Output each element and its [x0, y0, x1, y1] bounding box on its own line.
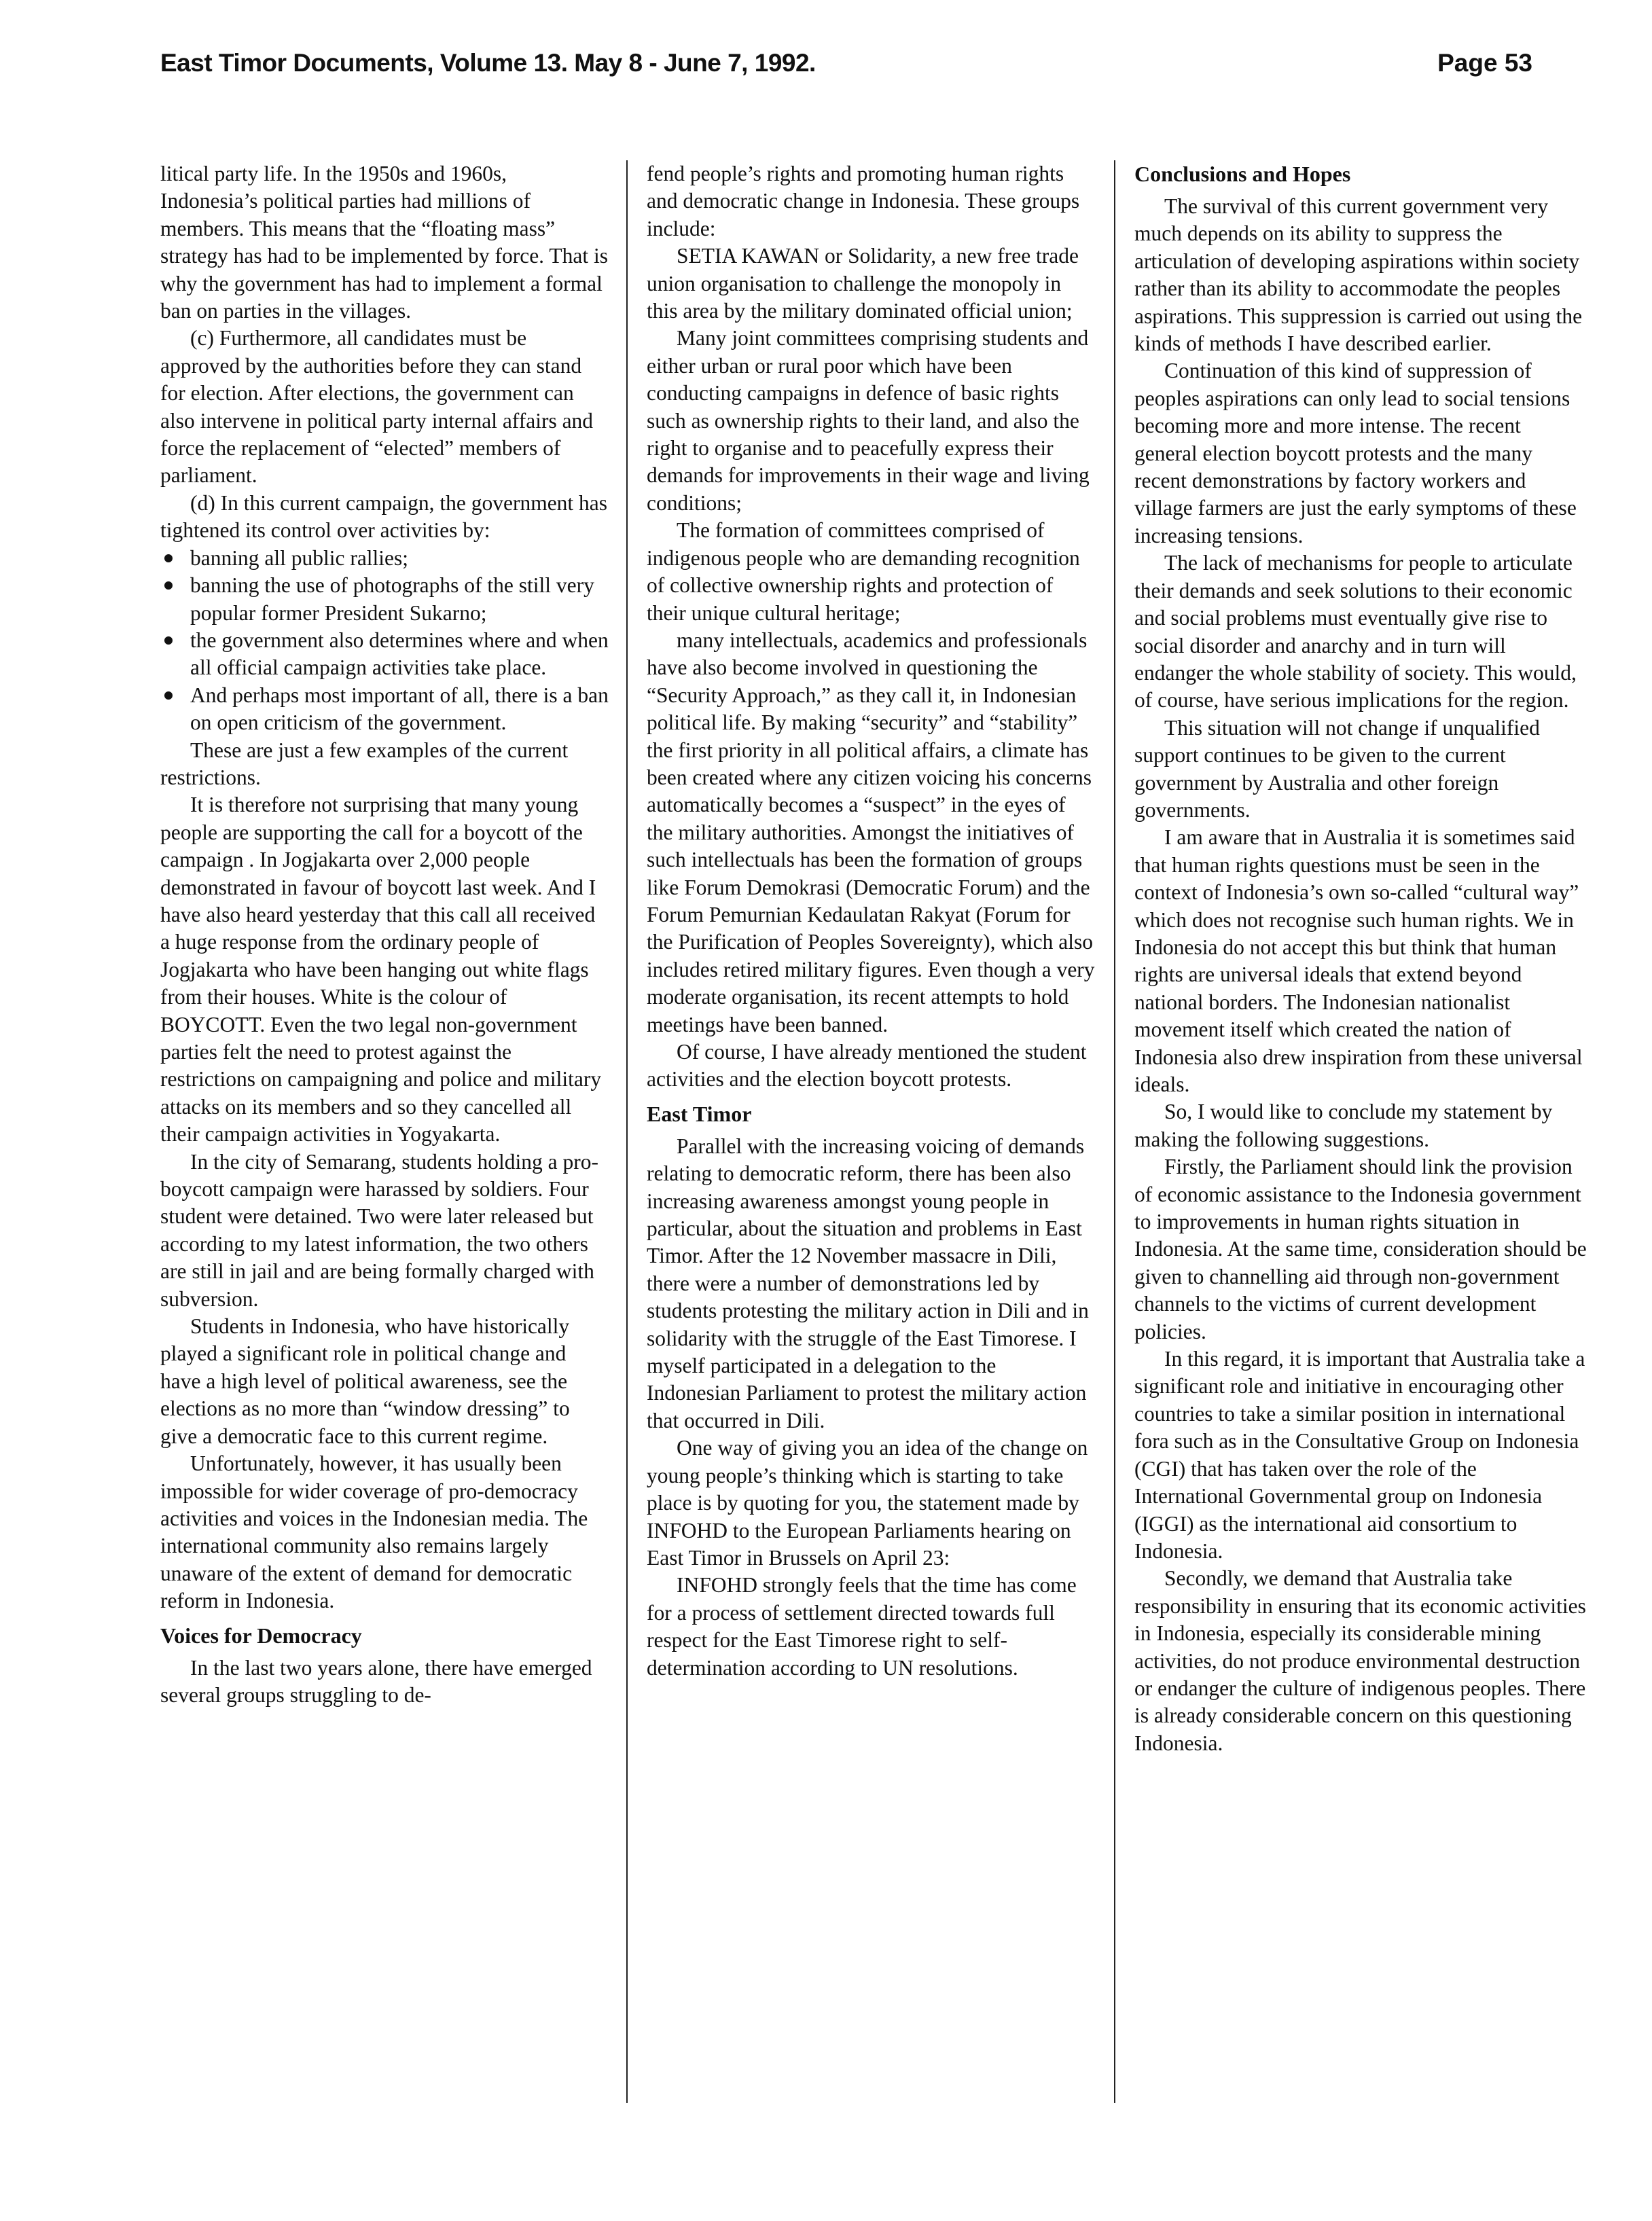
paragraph: fend people’s rights and promoting human rights and democratic change in Indonesia. These groups include: — [647, 162, 1080, 240]
paragraph: Secondly, we demand that Australia take responsibility in ensuring that its economic activities in Indonesia, especially its considerable mining activities, do not produce environmental destruction or endanger the culture of indigenous peoples. There is already considerable concern on this questioning Indonesia. — [1134, 1566, 1586, 1755]
list-item — [160, 572, 609, 627]
page-header — [160, 49, 1532, 96]
section-heading: East Timor — [647, 1101, 752, 1126]
list-item — [160, 545, 609, 572]
list-item-text: the government also determines where and when all official campaign activities take place. — [190, 628, 609, 680]
text-column-2 — [647, 160, 1095, 2103]
paragraph: Firstly, the Parliament should link the provision of economic assistance to the Indonesia government to improvements in human rights situation in Indonesia. At the same time, consideration should be given to channelling aid through non-government channels to the victims of current development policies. — [1134, 1155, 1587, 1343]
paragraph: Many joint committees comprising students and either urban or rural poor which have been conducting campaigns in defence of basic rights such as ownership rights to their land, and also the right to organise and to peacefully express their demands for improvements in their wage and living conditions; — [647, 326, 1090, 515]
paragraph: (d) In this current campaign, the government has tightened its control over activities by: — [160, 490, 608, 543]
paragraph: This situation will not change if unqualified support continues to be given to the current government by Australia and other foreign governments. — [1134, 715, 1540, 822]
column-divider — [1114, 160, 1115, 2103]
text-column-3 — [1134, 160, 1587, 2103]
list-item-text: banning all public rallies; — [190, 545, 409, 570]
paragraph: Parallel with the increasing voicing of demands relating to democratic reform, there has been also increasing awareness amongst young people in particular, about the situation and problems in East Timor. After the 12 November massacre in Dili, there were a number of demonstrations led by students protesting the military action in Dili and in solidarity with the struggle of the East Timorese. I myself participated in a delegation to the Indonesian Parliament to protest the military action that occurred in Dili. — [647, 1134, 1089, 1432]
paragraph: It is therefore not surprising that many young people are supporting the call for a boycott of the campaign . In Jogjakarta over 2,000 people demonstrated in favour of boycott last week. And I have also heard yesterday that this call all received a huge response from the ordinary people of Jogjakarta who have been hanging out white flags from their houses. White is the colour of BOYCOTT. Even the two legal non-government parties felt the need to protest against the restrictions on campaigning and police and military attacks on its members and so they cancelled all their campaign activities in Yogyakarta. — [160, 793, 602, 1146]
bullet-icon — [164, 691, 173, 700]
section-heading: Voices for Democracy — [160, 1623, 362, 1648]
running-title: East Timor Documents, Volume 13. May 8 - June 7, 1992. — [160, 49, 816, 77]
list-item — [160, 682, 609, 737]
paragraph: These are just a few examples of the current restrictions. — [160, 738, 569, 789]
paragraph: Unfortunately, however, it has usually been impossible for wider coverage of pro-democracy activities and voices in the Indonesian media. The international community also remains largely unaware of the extent of demand for democratic reform in Indonesia. — [160, 1451, 588, 1613]
paragraph: INFOHD strongly feels that the time has come for a process of settlement directed towards full respect for the East Timorese right to self-determination according to UN resolutions. — [647, 1573, 1077, 1680]
bullet-icon — [164, 554, 173, 562]
paragraph: litical party life. In the 1950s and 1960s, Indonesia’s political parties had millions of members. This means that the “floating mass” strategy has had to be implemented by force. That is why the government has had to implement a formal ban on parties in the villages. — [160, 162, 608, 323]
paragraph: The lack of mechanisms for people to articulate their demands and seek solutions to their economic and social problems must eventually give rise to social disorder and anarchy and in turn will endanger the whole stability of society. This would, of course, have serious implications for the region. — [1134, 551, 1577, 712]
paragraph: Of course, I have already mentioned the student activities and the election boycott protests. — [647, 1040, 1087, 1091]
paragraph: Continuation of this kind of suppression of peoples aspirations can only lead to social tensions becoming more and more intense. The recent general election boycott protests and the many recent demonstrations by factory workers and village farmers are just the early symptoms of these increasing tensions. — [1134, 359, 1577, 547]
column-divider — [626, 160, 628, 2103]
text-column-1 — [160, 160, 609, 2103]
paragraph: SETIA KAWAN or Solidarity, a new free trade union organisation to challenge the monopoly in this area by the military dominated official union; — [647, 244, 1079, 323]
list-item-text: And perhaps most important of all, there is a ban on open criticism of the government. — [190, 683, 609, 735]
paragraph: (c) Furthermore, all candidates must be approved by the authorities before they can stand for election. After elections, the government can also intervene in political party internal affairs and force the replacement of “elected” members of parliament. — [160, 326, 594, 488]
list-item — [160, 627, 609, 682]
bullet-list — [160, 545, 609, 737]
paragraph: In the city of Semarang, students holding a pro-boycott campaign were harassed by soldiers. Four student were detained. Two were later released but according to my latest information, the two others are still in jail and are being formally charged with subversion. — [160, 1149, 598, 1311]
paragraph: In this regard, it is important that Australia take a significant role and initiative in encouraging other countries to take a similar position in international fora such as in the Consultative Group on Indonesia (CGI) that has taken over the role of the International Governmental group on Indonesia (IGGI) as the international aid consortium to Indonesia. — [1134, 1347, 1585, 1563]
paragraph: The formation of committees comprised of indigenous people who are demanding recognition of collective ownership rights and protection of their unique cultural heritage; — [647, 518, 1080, 625]
page-number: Page 53 — [1437, 49, 1532, 77]
paragraph: In the last two years alone, there have emerged several groups struggling to de- — [160, 1655, 592, 1707]
paragraph: The survival of this current government very much depends on its ability to suppress the articulation of developing aspirations within society rather than its ability to accommodate the peoples aspirations. This suppression is carried out using the kinds of methods I have described earlier. — [1134, 194, 1583, 356]
bullet-icon — [164, 581, 173, 590]
paragraph: One way of giving you an idea of the change on young people’s thinking which is starting to take place is by quoting for you, the statement made by INFOHD to the European Parliaments hearing on East Timor in Brussels on April 23: — [647, 1436, 1088, 1570]
bullet-icon — [164, 636, 173, 645]
paragraph: So, I would like to conclude my statement by making the following suggestions. — [1134, 1100, 1553, 1151]
paragraph: many intellectuals, academics and professionals have also become involved in questioning the “Security Approach,” as they call it, in Indonesian political life. By making “security” and “stability” the first priority in all political affairs, a climate has been created where any citizen voicing his concerns automatically becomes a “suspect” in the eyes of the military authorities. Amongst the initiatives of such intellectuals has been the formation of groups like Forum Demokrasi (Democratic Forum) and the Forum Pemurnian Kedaulatan Rakyat (Forum for the Purification of Peoples Sovereignty), which also includes retired military figures. Even though a very moderate organisation, its recent attempts to hold meetings have been banned. — [647, 628, 1095, 1036]
paragraph: I am aware that in Australia it is sometimes said that human rights questions must be seen in the context of Indonesia’s own so-called “cultural way” which does not recognise such human rights. We in Indonesia do not accept this but think that human rights are universal ideals that extend beyond national borders. The Indonesian nationalist movement itself which created the nation of Indonesia also drew inspiration from these universal ideals. — [1134, 825, 1583, 1096]
paragraph: Students in Indonesia, who have historically played a significant role in political change and have a high level of political awareness, see the elections as no more than “window dressing” to give a democratic face to this current regime. — [160, 1314, 570, 1448]
list-item-text: banning the use of photographs of the still very popular former President Sukarno; — [190, 573, 594, 625]
section-heading: Conclusions and Hopes — [1134, 162, 1351, 186]
